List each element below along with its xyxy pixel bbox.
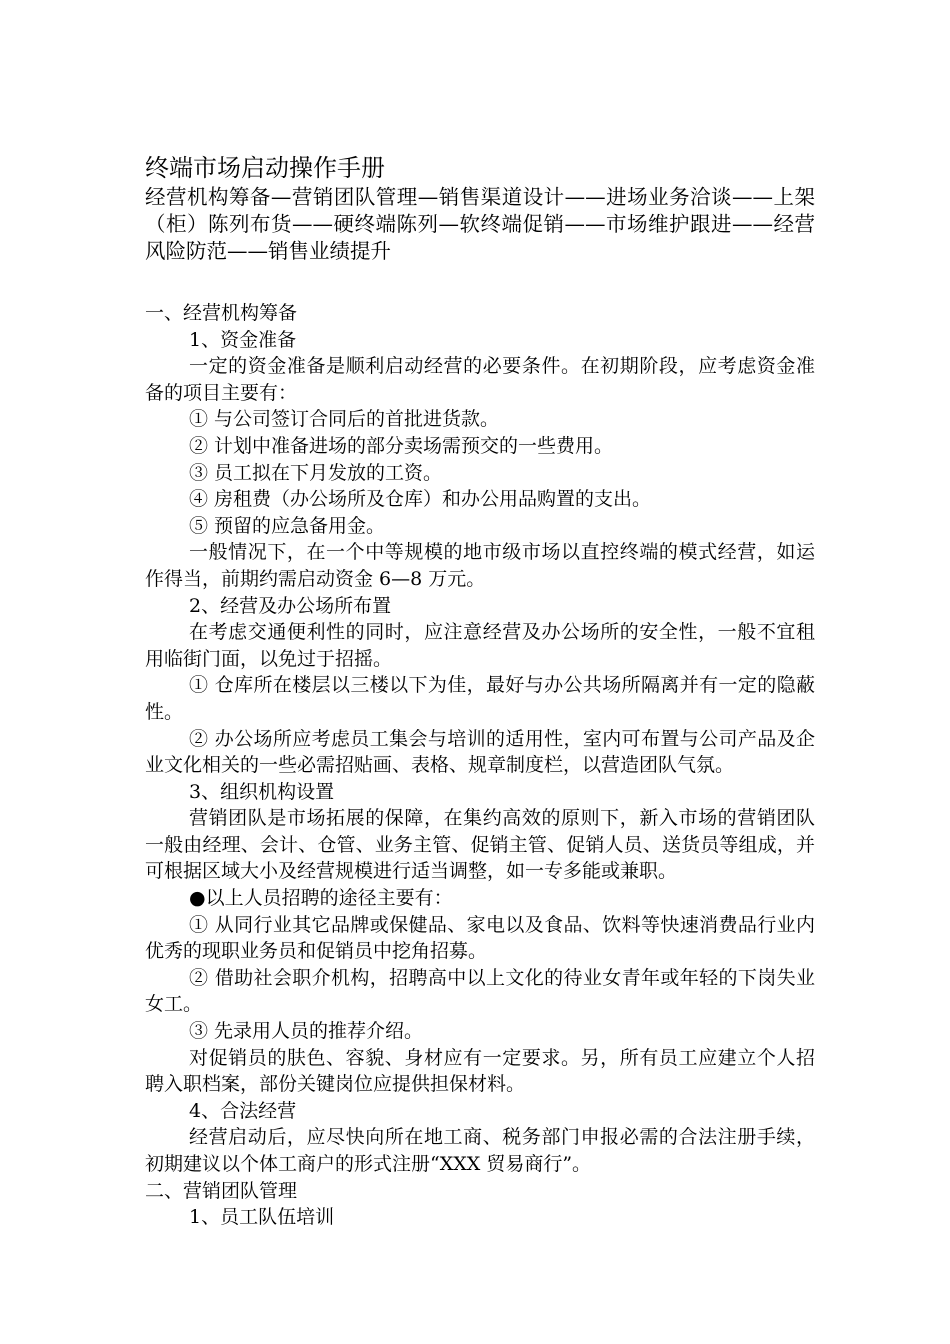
paragraph: 1、员工队伍培训 xyxy=(189,1206,335,1229)
paragraph: ② 办公场所应考虑员工集会与培训的适用性，室内可布置与公司产品及企业文化相关的一些必需招贴画、表格、规章制度栏，以营造团队气氛。 xyxy=(145,727,815,777)
document-subtitle: 经营机构筹备—营销团队管理—销售渠道设计——进场业务洽谈——上架（柜）陈列布货——硬终端陈列—软终端促销——市场维护跟进——经营风险防范——销售业绩提升 xyxy=(145,185,815,263)
paragraph: 二、营销团队管理 xyxy=(145,1179,298,1202)
document-body xyxy=(145,300,815,1231)
paragraph: ③ 先录用人员的推荐介绍。 xyxy=(189,1020,424,1043)
paragraph: ③ 员工拟在下月发放的工资。 xyxy=(189,461,443,484)
paragraph: ① 仓库所在楼层以三楼以下为佳，最好与办公共场所隔离并有一定的隐蔽性。 xyxy=(145,674,815,723)
paragraph: 3、组织机构设置 xyxy=(189,780,335,803)
paragraph: ① 从同行业其它品牌或保健品、家电以及食品、饮料等快速消费品行业内优秀的现职业务员和促销员中挖角招募。 xyxy=(145,913,815,963)
paragraph: 4、合法经营 xyxy=(189,1099,297,1122)
paragraph: ② 借助社会职介机构，招聘高中以上文化的待业女青年或年轻的下岗失业女工。 xyxy=(145,966,815,1016)
paragraph: 对促销员的肤色、容貌、身材应有一定要求。另，所有员工应建立个人招聘入职档案，部份关键岗位应提供担保材料。 xyxy=(145,1046,815,1096)
paragraph: 营销团队是市场拓展的保障，在集约高效的原则下，新入市场的营销团队一般由经理、会计、仓管、业务主管、促销主管、促销人员、送货员等组成，并可根据区域大小及经营规模进行适当调整，如一专多能或兼职。 xyxy=(145,807,815,883)
paragraph: ⑤ 预留的应急备用金。 xyxy=(189,514,386,537)
paragraph: ●以上人员招聘的途径主要有： xyxy=(189,887,453,910)
paragraph: 在考虑交通便利性的同时，应注意经营及办公场所的安全性，一般不宜租用临街门面，以免过于招摇。 xyxy=(145,621,815,670)
paragraph: 一般情况下，在一个中等规模的地市级市场以直控终端的模式经营，如运作得当，前期约需启动资金 6—8 万元。 xyxy=(145,541,815,590)
paragraph: ④ 房租费（办公场所及仓库）和办公用品购置的支出。 xyxy=(189,488,652,511)
paragraph: 2、经营及办公场所布置 xyxy=(189,594,392,617)
paragraph: 1、资金准备 xyxy=(189,328,297,351)
paragraph: 经营启动后，应尽快向所在地工商、税务部门申报必需的合法注册手续，初期建议以个体工商户的形式注册“XXX 贸易商行”。 xyxy=(145,1126,815,1175)
section-spacer xyxy=(145,265,815,300)
paragraph: 一定的资金准备是顺利启动经营的必要条件。在初期阶段，应考虑资金准备的项目主要有： xyxy=(145,355,815,404)
paragraph: ② 计划中准备进场的部分卖场需预交的一些费用。 xyxy=(189,434,614,457)
document-title: 终端市场启动操作手册 xyxy=(145,154,385,182)
paragraph: ① 与公司签订合同后的首批进货款。 xyxy=(189,408,500,431)
paragraph: 一、经营机构筹备 xyxy=(145,302,298,324)
document-page xyxy=(145,152,815,1231)
